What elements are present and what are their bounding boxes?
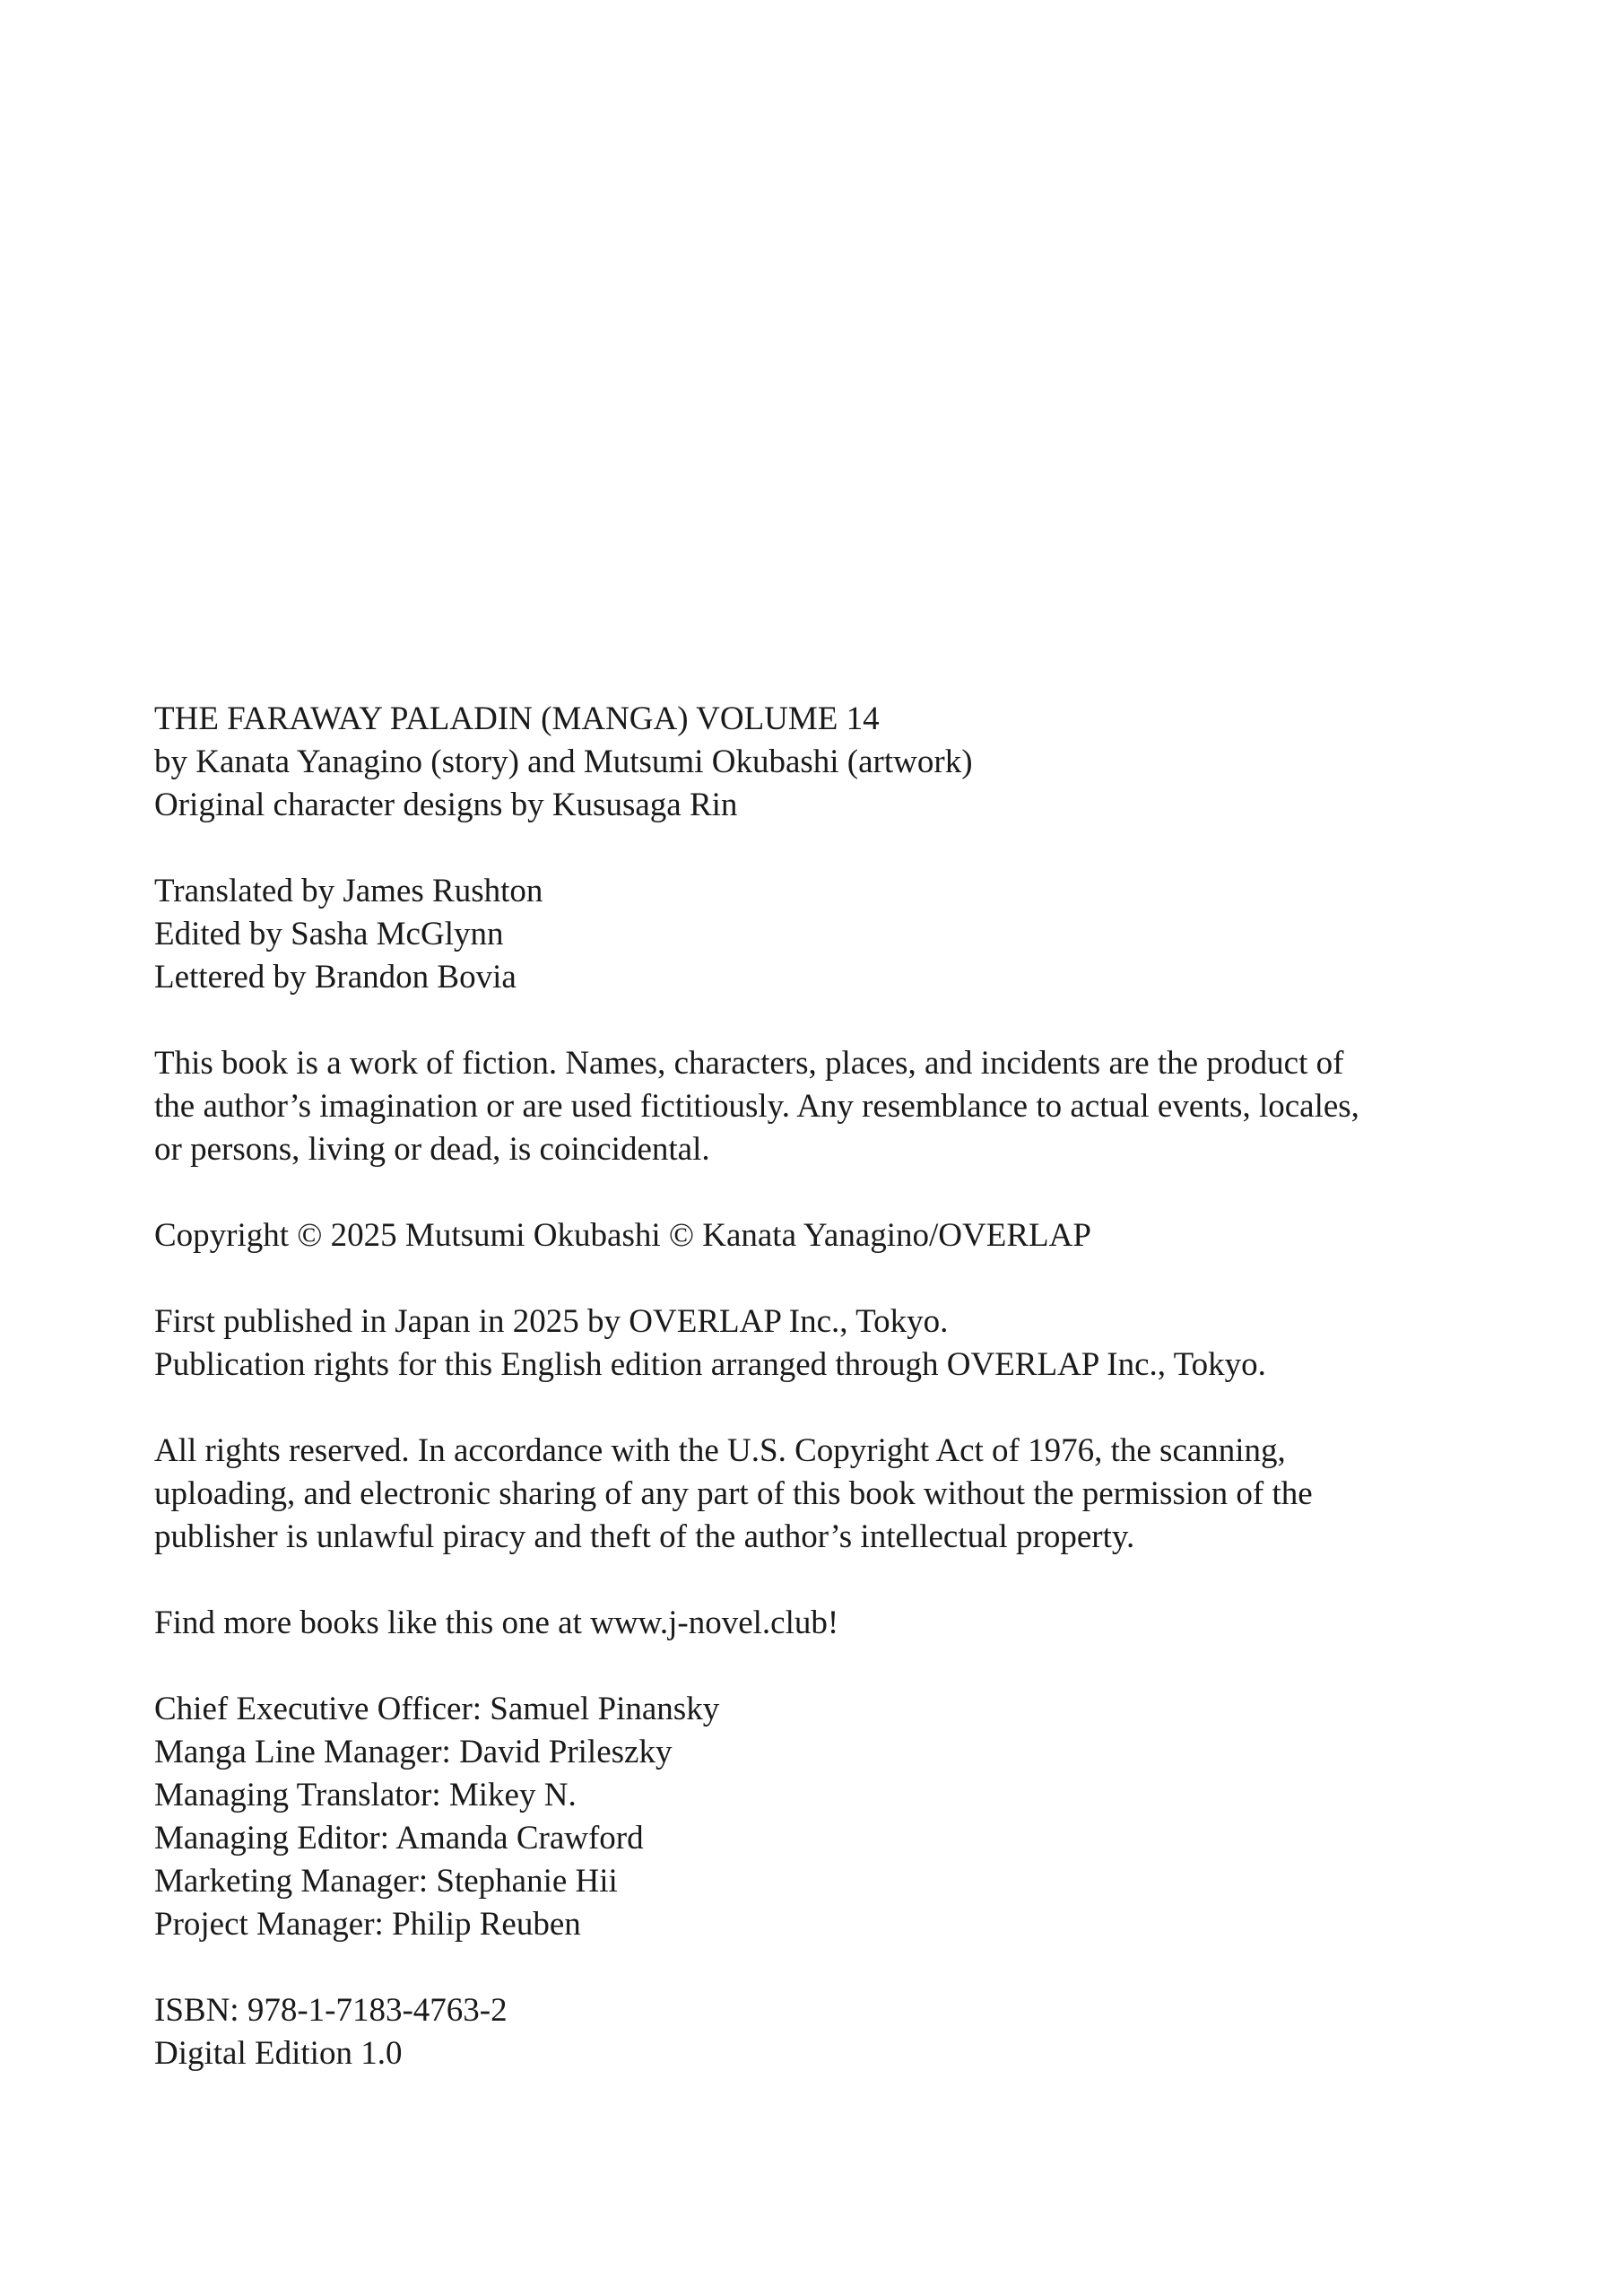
find-more-line: Find more books like this one at www.j-novel.club!	[154, 1605, 839, 1641]
copyright-statement	[154, 1214, 1499, 1257]
editor-credit: Edited by Sasha McGlynn	[154, 916, 504, 952]
credits-header	[154, 698, 1499, 827]
management-credit: Marketing Manager: Stephanie Hii	[154, 1863, 618, 1900]
fiction-notice-line: This book is a work of fiction. Names, characters, places, and incidents are the product of	[154, 1045, 1344, 1082]
rights-notice-line: uploading, and electronic sharing of any part of this book without the permission of the	[154, 1475, 1313, 1512]
character-designs-credit: Original character designs by Kususaga Rin	[154, 787, 738, 823]
publication-line: Publication rights for this English edition arranged through OVERLAP Inc., Tokyo.	[154, 1346, 1266, 1383]
management-credit: Managing Editor: Amanda Crawford	[154, 1820, 644, 1857]
management-credits	[154, 1688, 1499, 1946]
find-more-books	[154, 1602, 1499, 1645]
management-credit: Chief Executive Officer: Samuel Pinansky	[154, 1691, 720, 1727]
edition-info	[154, 1989, 1499, 2075]
fiction-notice-line: or persons, living or dead, is coincidental.	[154, 1131, 710, 1168]
publication-line: First published in Japan in 2025 by OVERLAP Inc., Tokyo.	[154, 1303, 949, 1340]
copyright-line: Copyright © 2025 Mutsumi Okubashi © Kanata Yanagino/OVERLAP	[154, 1217, 1091, 1254]
management-credit: Project Manager: Philip Reuben	[154, 1906, 581, 1943]
book-title: THE FARAWAY PALADIN (MANGA) VOLUME 14	[154, 700, 880, 737]
translator-credit: Translated by James Rushton	[154, 873, 543, 909]
rights-notice	[154, 1430, 1499, 1559]
management-credit: Managing Translator: Mikey N.	[154, 1777, 577, 1813]
author-byline: by Kanata Yanagino (story) and Mutsumi Okubashi (artwork)	[154, 744, 973, 780]
fiction-notice-line: the author’s imagination or are used fictitiously. Any resemblance to actual events, locales,	[154, 1088, 1359, 1125]
rights-notice-line: All rights reserved. In accordance with the U.S. Copyright Act of 1976, the scanning,	[154, 1432, 1286, 1469]
management-credit: Manga Line Manager: David Prileszky	[154, 1734, 673, 1770]
staff-credits	[154, 870, 1499, 999]
isbn: ISBN: 978-1-7183-4763-2	[154, 1992, 508, 2029]
copyright-text-block	[154, 698, 1499, 2075]
letterer-credit: Lettered by Brandon Bovia	[154, 959, 517, 996]
digital-edition: Digital Edition 1.0	[154, 2035, 403, 2072]
publication-info	[154, 1300, 1499, 1387]
rights-notice-line: publisher is unlawful piracy and theft of the author’s intellectual property.	[154, 1518, 1135, 1555]
fiction-notice	[154, 1042, 1499, 1171]
